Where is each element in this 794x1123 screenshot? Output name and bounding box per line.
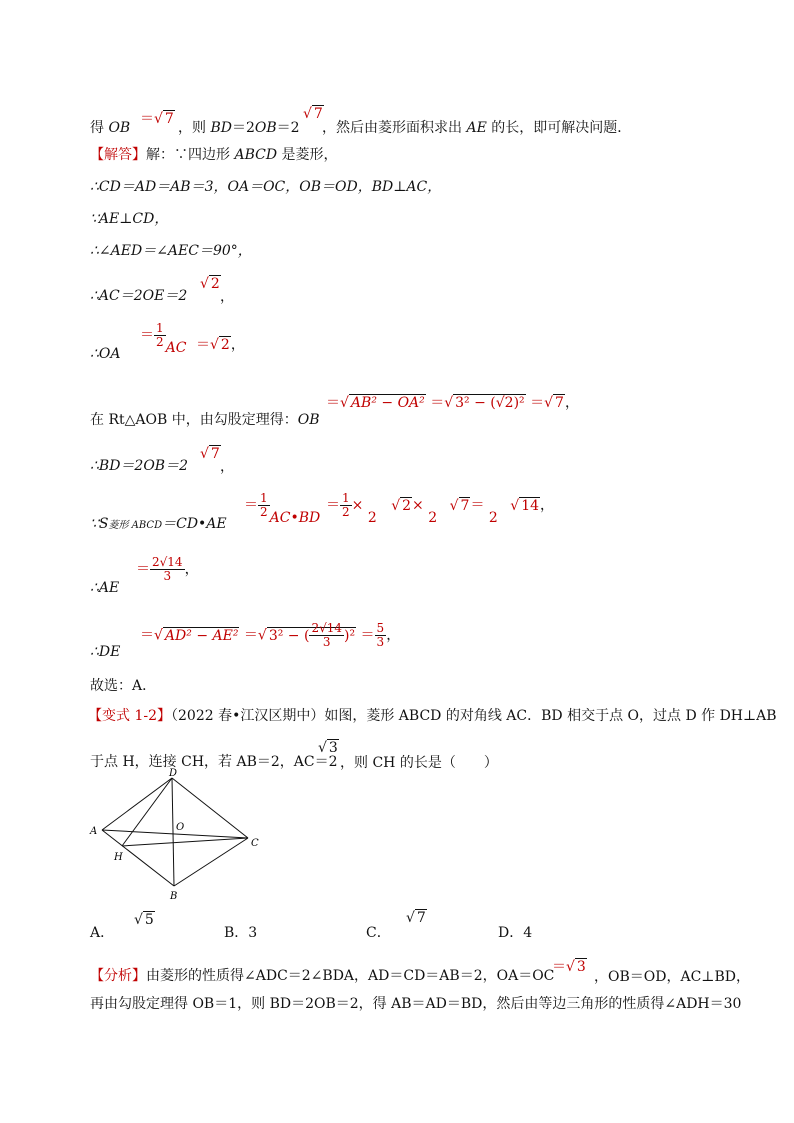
solution-line-5: ∴∠AED＝∠AEC＝90°， (90, 243, 252, 259)
diagonal-bd (172, 778, 174, 886)
label-a: A (90, 826, 98, 837)
solution-line-3: ∴CD＝AD＝AB＝3，OA＝OC，OB＝OD，BD⊥AC， (90, 179, 442, 195)
solution-line-4: ∵AE⊥CD， (90, 211, 169, 227)
variant-tag: 【变式 1-2】 (88, 708, 171, 724)
line6-tail: ， (220, 289, 234, 305)
area-product-expr: ＝ $\frac{1}{2}$ × 2 √ 2× 2 √ 7＝ 2 √ 14， (326, 491, 555, 526)
option-c[interactable]: C． (366, 925, 391, 941)
solution-line-6: ∴AC＝2OE＝2 (90, 288, 188, 304)
solution-line-10: ∵S菱形 ABCD＝CD•AE (90, 516, 227, 532)
variant-sqrt3: √ 3 (318, 740, 338, 756)
rhombus-figure (88, 768, 268, 904)
solution-line-1: 得 OB (90, 120, 131, 136)
analysis-line-1-tail: ，OB＝OD，AC⊥BD， (594, 969, 750, 985)
option-a-sqrt5: √ 5 (134, 912, 154, 928)
analysis-line-1: 【分析】由菱形的性质得∠ADC＝2∠BDA，AD＝CD＝AB＝2，OA＝OC (90, 968, 555, 984)
de-value-expr: ＝√ AD² − AE² ＝√ 3² − ( $\frac{2√14}{3}$ )² ＝ $\frac{5}{3}$ ， (140, 621, 401, 649)
solution-line-7: ∴OA (90, 346, 121, 362)
option-d[interactable]: D．4 (498, 925, 533, 941)
edge-cb (174, 838, 248, 886)
diagonal-ac (102, 830, 248, 838)
choose-answer: 故选：A． (90, 678, 157, 694)
sqrt7-expr-2: √ 7 (303, 106, 323, 122)
option-a[interactable]: A． (90, 925, 115, 941)
answer-heading: 【解答】解：∵四边形 ABCD 是菱形， (90, 147, 338, 163)
option-c-sqrt7: √ 7 (406, 910, 426, 926)
label-c: C (251, 838, 259, 849)
solution-line-12: ∴DE (90, 644, 121, 660)
option-b[interactable]: B．3 (224, 925, 258, 941)
label-b: B (170, 891, 178, 902)
line9-tail: ， (220, 459, 234, 475)
label-h: H (114, 852, 123, 863)
variant-heading: 【变式 1-2】（2022 春•江汉区期中）如图，菱形 ABCD 的对角线 AC．BD 相交于点 O，过点 D 作 DH⊥AB (88, 708, 777, 724)
edge-ba (102, 830, 174, 886)
answer-tag: 【解答】 (90, 147, 146, 163)
analysis-tag: 【分析】 (90, 968, 146, 984)
sqrt2-expr: √ 2 (200, 276, 220, 292)
label-o: O (176, 822, 185, 833)
sqrt7-expr-1: ＝√ 7 (140, 111, 174, 127)
segment-ch (122, 838, 248, 846)
pythag-ob-expr: ＝√ AB² − OA² ＝√ 3² − (√2)² ＝√ 7， (326, 395, 579, 411)
area-half-expr: ＝ $\frac{1}{2}$ AC•BD (244, 491, 321, 526)
edge-ad (102, 778, 172, 830)
solution-line-1c: ，然后由菱形面积求出 AE 的长，即可解决问题． (322, 120, 632, 136)
segment-dh (122, 778, 172, 846)
solution-line-11: ∴AE (90, 580, 120, 596)
variant-line-2-tail: ，则 CH 的长是（ ） (340, 755, 498, 771)
analysis-line-2: 再由勾股定理得 OB＝1，则 BD＝2OB＝2，得 AB＝AD＝BD，然后由等边三角形的性质得∠ADH＝30 (90, 996, 742, 1012)
bd-sqrt7: √ 7 (200, 446, 220, 462)
oa-sqrt2-expr: ＝√ 2， (196, 337, 245, 353)
label-d: D (169, 768, 178, 779)
solution-line-1b: ，则 BD＝2OB＝2 (178, 120, 300, 136)
oa-half-expr: ＝ $\frac{1}{2}$ AC (140, 321, 187, 356)
solution-line-9: ∴BD＝2OB＝2 (90, 458, 188, 474)
ae-value-expr: ＝ $\frac{2√14}{3}$ ， (136, 555, 199, 583)
variant-line-2: 于点 H，连接 CH，若 AB＝2，AC＝2 (90, 754, 338, 770)
analysis-sqrt3: ＝√ 3 (552, 959, 586, 975)
solution-line-8: 在 Rt△AOB 中，由勾股定理得：OB (90, 412, 320, 428)
